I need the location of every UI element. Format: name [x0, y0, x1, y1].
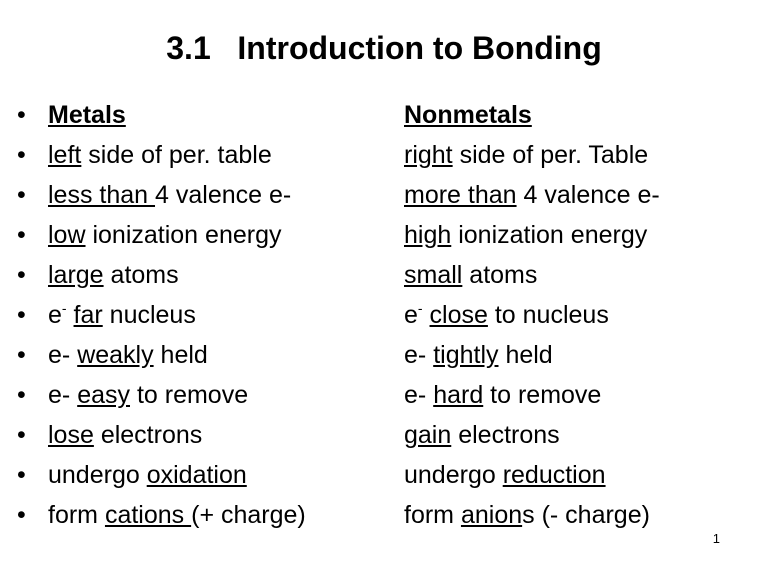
- nonmetals-item: [404, 498, 650, 532]
- text-segment: (+ charge): [191, 501, 306, 529]
- text-segment: gain: [404, 421, 452, 449]
- metals-item: [48, 298, 196, 332]
- text-segment: easy: [77, 381, 130, 409]
- text-segment: far: [73, 301, 103, 329]
- text-segment: left: [48, 141, 82, 169]
- nonmetals-item: [404, 218, 647, 252]
- text-segment: [67, 301, 74, 329]
- nonmetals-item: [404, 98, 532, 132]
- list-row: [0, 258, 768, 298]
- metals-item: [48, 218, 281, 252]
- text-segment: tightly: [433, 341, 499, 369]
- text-segment: electrons: [93, 421, 203, 449]
- superscript: -: [61, 300, 67, 316]
- bullet-icon: •: [17, 221, 26, 249]
- text-segment: to nucleus: [487, 301, 609, 329]
- text-segment: side of per. Table: [452, 141, 649, 169]
- text-segment: to remove: [483, 381, 602, 409]
- bullet-icon: •: [17, 261, 26, 289]
- metals-item: [48, 378, 248, 412]
- list-row: [0, 298, 768, 338]
- bullet-icon: •: [17, 101, 26, 129]
- text-segment: to remove: [130, 381, 249, 409]
- text-segment: e: [404, 301, 418, 329]
- text-segment: atoms: [462, 261, 538, 289]
- list-row: [0, 98, 768, 138]
- bullet-icon: •: [17, 501, 26, 529]
- text-segment: Metals: [48, 101, 126, 129]
- text-segment: hard: [433, 381, 484, 409]
- nonmetals-item: [404, 378, 601, 412]
- text-segment: e: [48, 301, 62, 329]
- comparison-list: [0, 98, 768, 538]
- text-segment: large: [48, 261, 104, 289]
- nonmetals-item: [404, 298, 609, 332]
- text-segment: less than: [48, 181, 156, 209]
- metals-item: [48, 98, 126, 132]
- text-segment: e-: [48, 341, 78, 369]
- bullet-icon: •: [17, 381, 26, 409]
- text-segment: s (- charge): [522, 501, 650, 529]
- text-segment: weakly: [77, 341, 154, 369]
- text-segment: 4 valence e-: [516, 181, 660, 209]
- superscript: -: [417, 300, 423, 316]
- list-row: [0, 338, 768, 378]
- bullet-icon: •: [17, 341, 26, 369]
- list-row: [0, 418, 768, 458]
- metals-item: [48, 178, 291, 212]
- text-segment: [423, 301, 430, 329]
- text-segment: held: [153, 341, 208, 369]
- text-segment: nucleus: [102, 301, 196, 329]
- text-segment: reduction: [502, 461, 606, 489]
- text-segment: side of per. table: [81, 141, 272, 169]
- text-segment: lose: [48, 421, 94, 449]
- bullet-icon: •: [17, 141, 26, 169]
- text-segment: undergo: [404, 461, 503, 489]
- text-segment: high: [404, 221, 452, 249]
- text-segment: atoms: [103, 261, 179, 289]
- text-segment: e-: [48, 381, 78, 409]
- text-segment: electrons: [451, 421, 560, 449]
- list-row: [0, 458, 768, 498]
- text-segment: cations: [104, 501, 192, 529]
- list-row: [0, 218, 768, 258]
- text-segment: close: [429, 301, 488, 329]
- text-segment: form: [48, 501, 105, 529]
- metals-item: [48, 138, 272, 172]
- metals-item: [48, 458, 247, 492]
- list-row: [0, 498, 768, 538]
- nonmetals-item: [404, 418, 560, 452]
- text-segment: e-: [404, 341, 434, 369]
- list-row: [0, 378, 768, 418]
- text-segment: 4 valence e-: [155, 181, 292, 209]
- nonmetals-item: [404, 258, 537, 292]
- text-segment: e-: [404, 381, 434, 409]
- bullet-icon: •: [17, 461, 26, 489]
- text-segment: Nonmetals: [404, 101, 532, 129]
- list-row: [0, 138, 768, 178]
- text-segment: anion: [460, 501, 523, 529]
- slide-title: 3.1 Introduction to Bonding: [166, 30, 602, 66]
- metals-item: [48, 498, 306, 532]
- text-segment: small: [404, 261, 463, 289]
- text-segment: undergo: [48, 461, 147, 489]
- text-segment: held: [498, 341, 553, 369]
- page-number: 1: [712, 531, 720, 546]
- text-segment: oxidation: [146, 461, 247, 489]
- text-segment: low: [48, 221, 86, 249]
- metals-item: [48, 338, 208, 372]
- nonmetals-item: [404, 458, 606, 492]
- text-segment: right: [404, 141, 453, 169]
- text-segment: ionization energy: [85, 221, 282, 249]
- nonmetals-item: [404, 138, 648, 172]
- nonmetals-item: [404, 338, 553, 372]
- text-segment: form: [404, 501, 461, 529]
- text-segment: ionization energy: [451, 221, 648, 249]
- bullet-icon: •: [17, 421, 26, 449]
- nonmetals-item: [404, 178, 660, 212]
- text-segment: more than: [404, 181, 517, 209]
- list-row: [0, 178, 768, 218]
- bullet-icon: •: [17, 181, 26, 209]
- metals-item: [48, 258, 179, 292]
- metals-item: [48, 418, 202, 452]
- bullet-icon: •: [17, 301, 26, 329]
